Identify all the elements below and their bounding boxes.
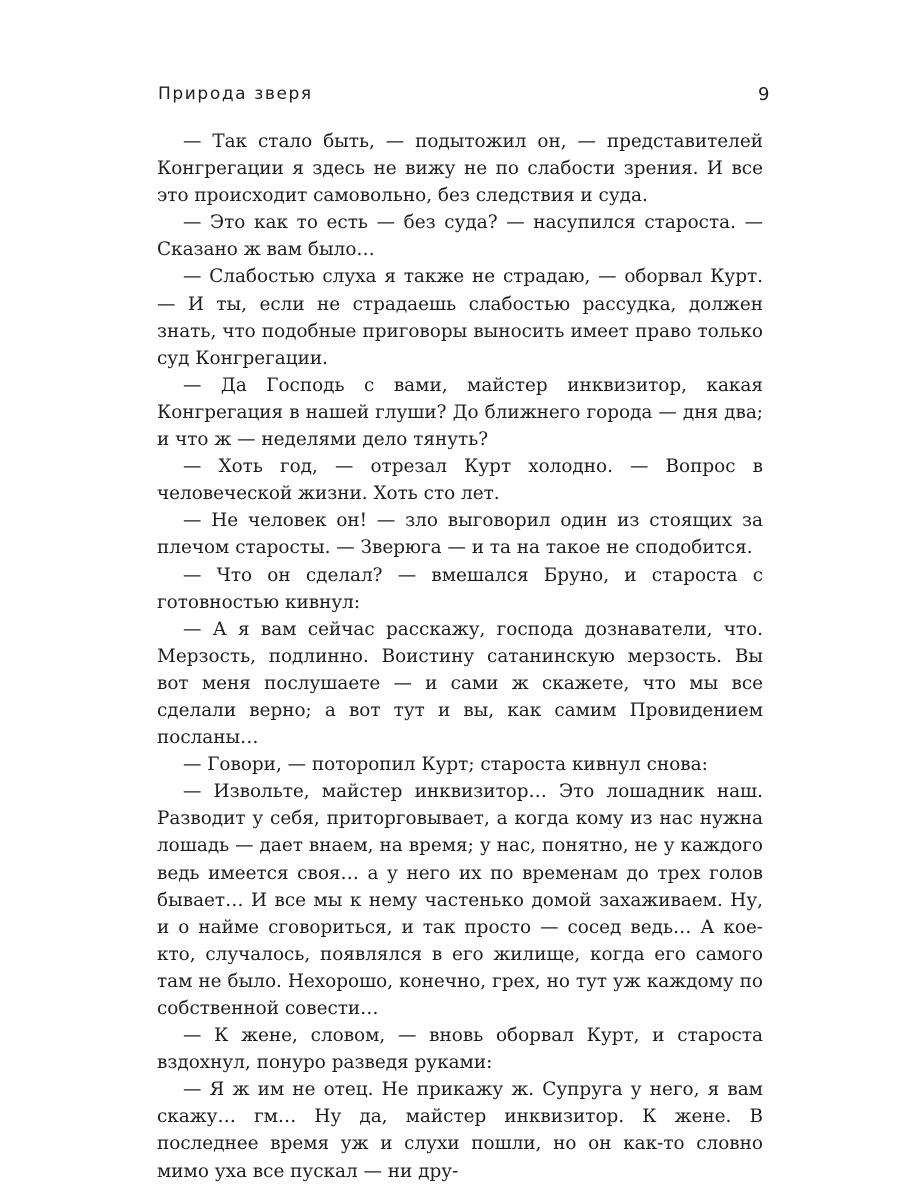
paragraph: — Это как то есть — без суда? — насупился староста. — Сказано ж вам было… [157, 212, 763, 261]
paragraph: — К жене, словом, — вновь оборвал Курт, и староста вздохнул, понуро разведя руками: [157, 1025, 763, 1074]
body-text [157, 128, 763, 1185]
paragraph: — Да Господь с вами, майстер инквизитор, какая Конгрегация в нашей глуши? До ближнего города — дня два; и что ж — неделями дело тянуть? [157, 374, 763, 451]
paragraph: — Так стало быть, — подытожил он, — представителей Конгрегации я здесь не вижу не по слабости зрения. И все это происходит самовольно, без следствия и суда. [157, 131, 763, 207]
running-title: Природа зверя [158, 84, 313, 104]
paragraph: — Извольте, майстер инквизитор… Это лошадник наш. Разводит у себя, приторговывает, а когда кому из нас нужна лошадь — дает внаем, на время; у нас, понятно, не у каждого ведь имеется своя… а у него их по временам до трех голов бывает… И все мы к нему частенько домой захаживаем. Ну, и о найме сговориться, и так просто — сосед ведь… А кое-кто, случалось, появлялся в его жилище, когда его самого там не было. Нехорошо, конечно, грех, но тут уж каждому по собственной совести… [157, 781, 763, 1019]
paragraph: — Не человек он! — зло выговорил один из стоящих за плечом старосты. — Зверюга — и та на такое не сподобится. [157, 510, 763, 559]
paragraph: — Хоть год, — отрезал Курт холодно. — Вопрос в человеческой жизни. Хоть сто лет. [157, 456, 763, 505]
paragraph: — Говори, — поторопил Курт; староста кивнул снова: [183, 754, 708, 776]
page-number: 9 [758, 84, 770, 105]
paragraph: — Слабостью слуха я также не страдаю, — оборвал Курт. — И ты, если не страдаешь слабостью рассудка, должен знать, что подобные приговоры выносить имеет право только суд Конгрегации. [157, 266, 763, 369]
paragraph: — А я вам сейчас расскажу, господа дознаватели, что. Мерзость, подлинно. Воистину сатанинскую мерзость. Вы вот меня послушаете — и сами ж скажете, что мы все сделали верно; а вот тут и вы, как самим Провидением посланы… [157, 618, 763, 749]
paragraph: — Я ж им не отец. Не прикажу ж. Супруга у него, я вам скажу… гм… Ну да, майстер инквизитор. К жене. В последнее время уж и слухи пошли, но он как-то словно мимо уха все пускал — ни дру- [157, 1079, 763, 1182]
paragraph: — Что он сделал? — вмешался Бруно, и староста с готовностью кивнул: [157, 564, 763, 613]
